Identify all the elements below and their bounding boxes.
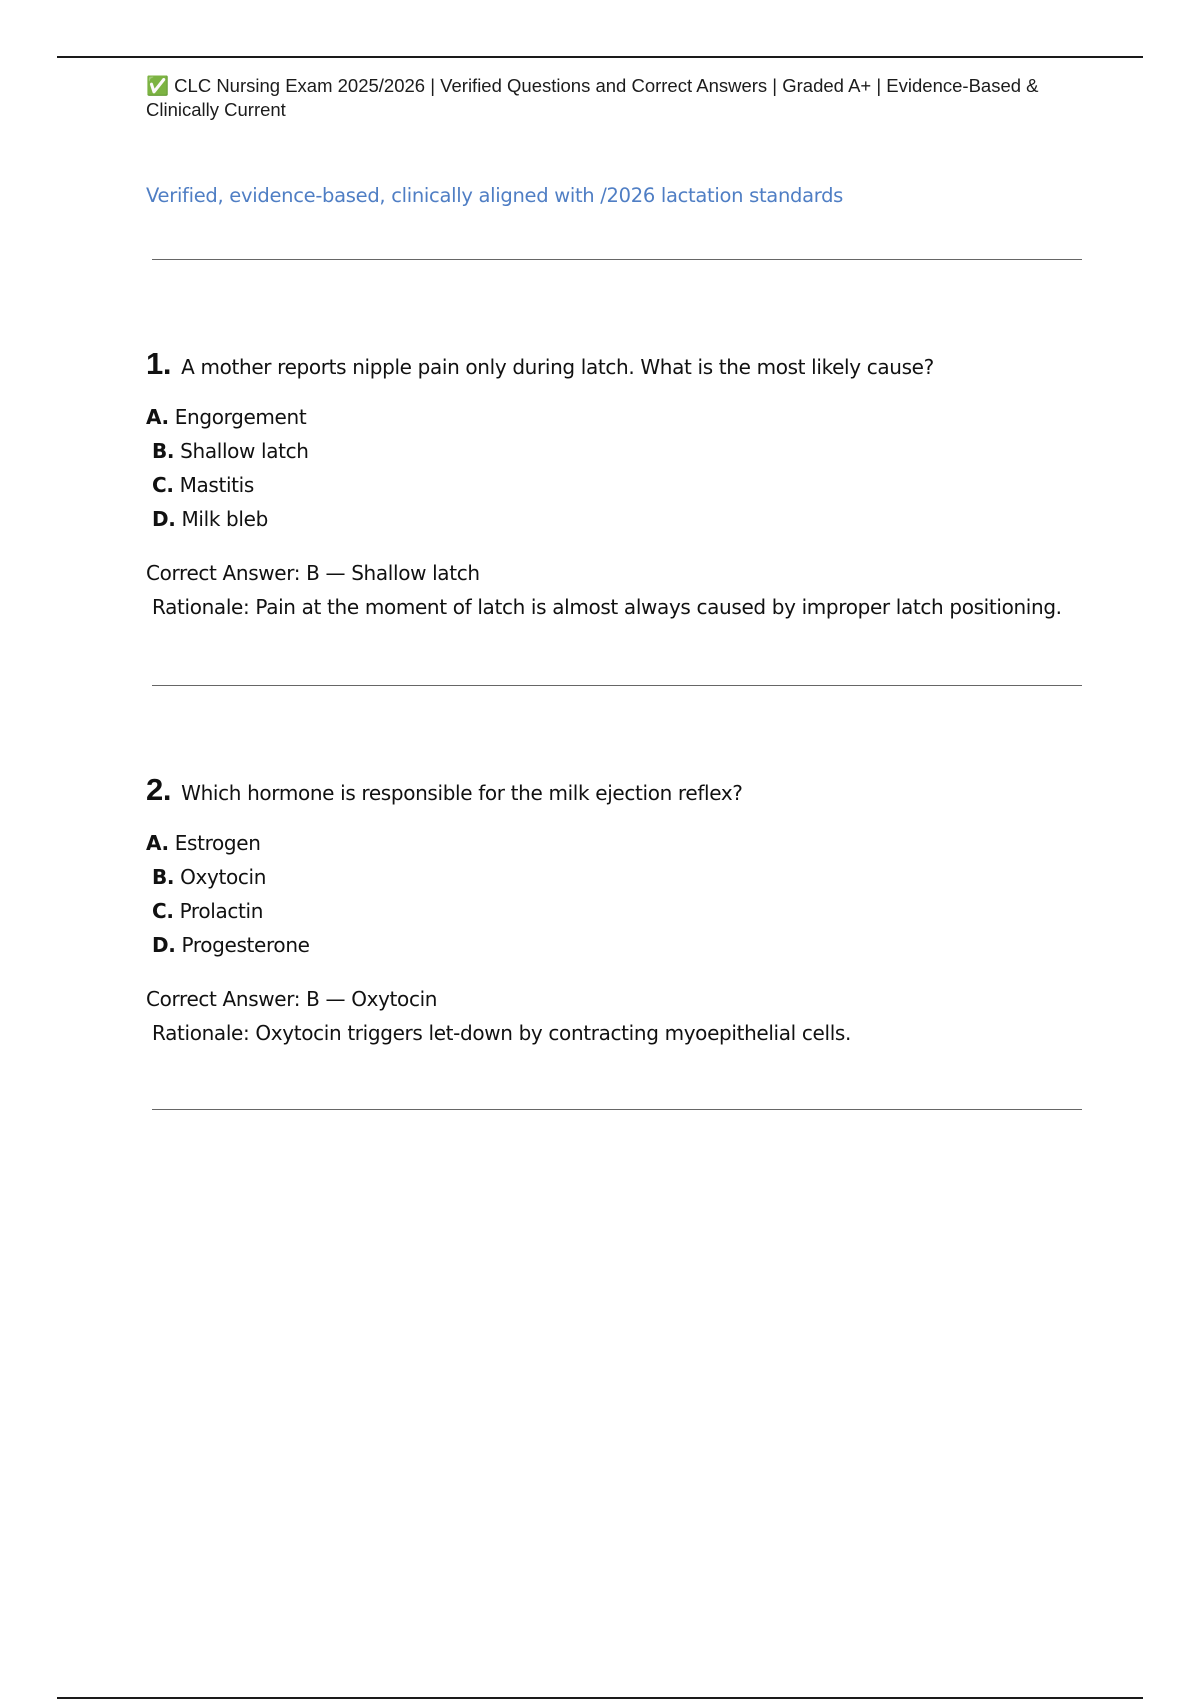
question-number: 1. — [146, 346, 172, 381]
option-list — [146, 400, 1106, 536]
option-a — [146, 826, 1106, 860]
option-text: Shallow latch — [180, 439, 309, 463]
correct-answer: Correct Answer: B — Shallow latch — [146, 561, 480, 585]
option-text: Prolactin — [179, 899, 264, 923]
section-divider — [152, 685, 1082, 686]
option-d — [146, 928, 1106, 962]
section-divider — [152, 1109, 1082, 1110]
option-b — [146, 860, 1106, 894]
correct-answer: Correct Answer: B — Oxytocin — [146, 987, 438, 1011]
rationale: Rationale: Pain at the moment of latch is almost always caused by improper latch positioning. — [152, 595, 1062, 619]
option-c — [146, 468, 1106, 502]
option-text: Mastitis — [179, 473, 254, 497]
option-letter: A. — [146, 831, 169, 855]
option-letter: B. — [152, 439, 175, 463]
question-stem — [146, 772, 1106, 812]
option-letter: B. — [152, 865, 175, 889]
option-list — [146, 826, 1106, 962]
question-text: Which hormone is responsible for the milk ejection reflex? — [181, 781, 743, 805]
section-divider — [152, 259, 1082, 260]
option-c — [146, 894, 1106, 928]
option-letter: D. — [152, 933, 176, 957]
option-letter: C. — [152, 899, 174, 923]
option-a — [146, 400, 1106, 434]
question-1 — [146, 346, 1106, 624]
question-stem — [146, 346, 1106, 386]
page-bottom-rule — [57, 1697, 1143, 1699]
option-letter: D. — [152, 507, 176, 531]
option-text: Engorgement — [174, 405, 307, 429]
option-d — [146, 502, 1106, 536]
option-letter: A. — [146, 405, 169, 429]
option-letter: C. — [152, 473, 174, 497]
option-text: Oxytocin — [180, 865, 267, 889]
option-text: Estrogen — [174, 831, 261, 855]
question-2 — [146, 772, 1106, 1050]
rationale: Rationale: Oxytocin triggers let-down by contracting myoepithelial cells. — [152, 1021, 851, 1045]
page-top-rule — [57, 56, 1143, 58]
option-text: Progesterone — [181, 933, 310, 957]
question-number: 2. — [146, 772, 172, 807]
document-subtitle: Verified, evidence-based, clinically aligned with /2026 lactation standards — [146, 184, 844, 207]
option-text: Milk bleb — [181, 507, 268, 531]
option-b — [146, 434, 1106, 468]
question-text: A mother reports nipple pain only during latch. What is the most likely cause? — [181, 355, 934, 379]
document-title: ✅ CLC Nursing Exam 2025/2026 | Verified Questions and Correct Answers | Graded A+ | Evidence-Based & Clinically Current — [146, 75, 1039, 120]
